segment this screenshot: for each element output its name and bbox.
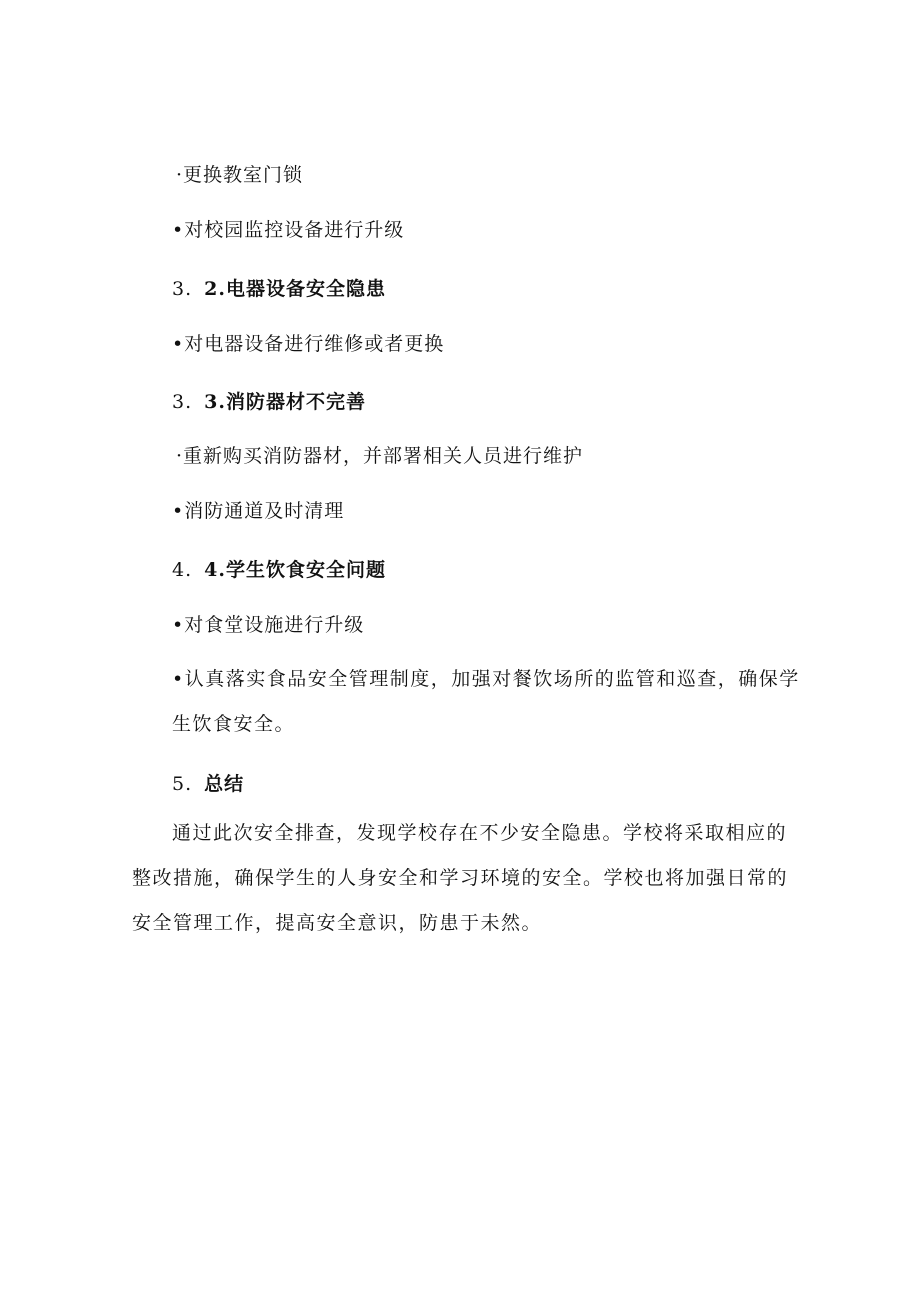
list-item-fire-buy: ·重新购买消防器材，并部署相关人员进行维护	[176, 445, 584, 467]
list-item-monitor-upgrade: •对校园监控设备进行升级	[172, 219, 405, 241]
list-item-fire-channel: •消防通道及时清理	[172, 500, 345, 522]
section-heading-electric	[172, 278, 386, 300]
section-title: 3.消防器材不完善	[204, 391, 366, 413]
summary-paragraph: 通过此次安全排查，发现学校存在不少安全隐患。学校将采取相应的整改措施，确保学生的人身安全和学习环境的安全。学校也将加强日常的安全管理工作，提高安全意识，防患于未然。	[132, 822, 789, 934]
section-title: 4.学生饮食安全问题	[204, 559, 386, 581]
section-number: 3.	[172, 391, 193, 413]
section-title: 2.电器设备安全隐患	[204, 278, 386, 300]
section-title: 总结	[204, 773, 245, 795]
section-heading-summary	[172, 773, 244, 795]
section-number: 4.	[172, 559, 193, 581]
section-number: 5.	[172, 773, 193, 795]
list-item-food-management: •认真落实食品安全管理制度，加强对餐饮场所的监管和巡查，确保学生饮食安全。	[172, 668, 800, 735]
list-item-change-lock: ·更换教室门锁	[176, 164, 304, 186]
list-item-canteen-upgrade: •对食堂设施进行升级	[172, 614, 365, 636]
section-heading-fire	[172, 391, 366, 413]
section-number: 3.	[172, 278, 193, 300]
section-heading-food	[172, 559, 386, 581]
list-item-electric-repair: •对电器设备进行维修或者更换	[172, 333, 445, 355]
